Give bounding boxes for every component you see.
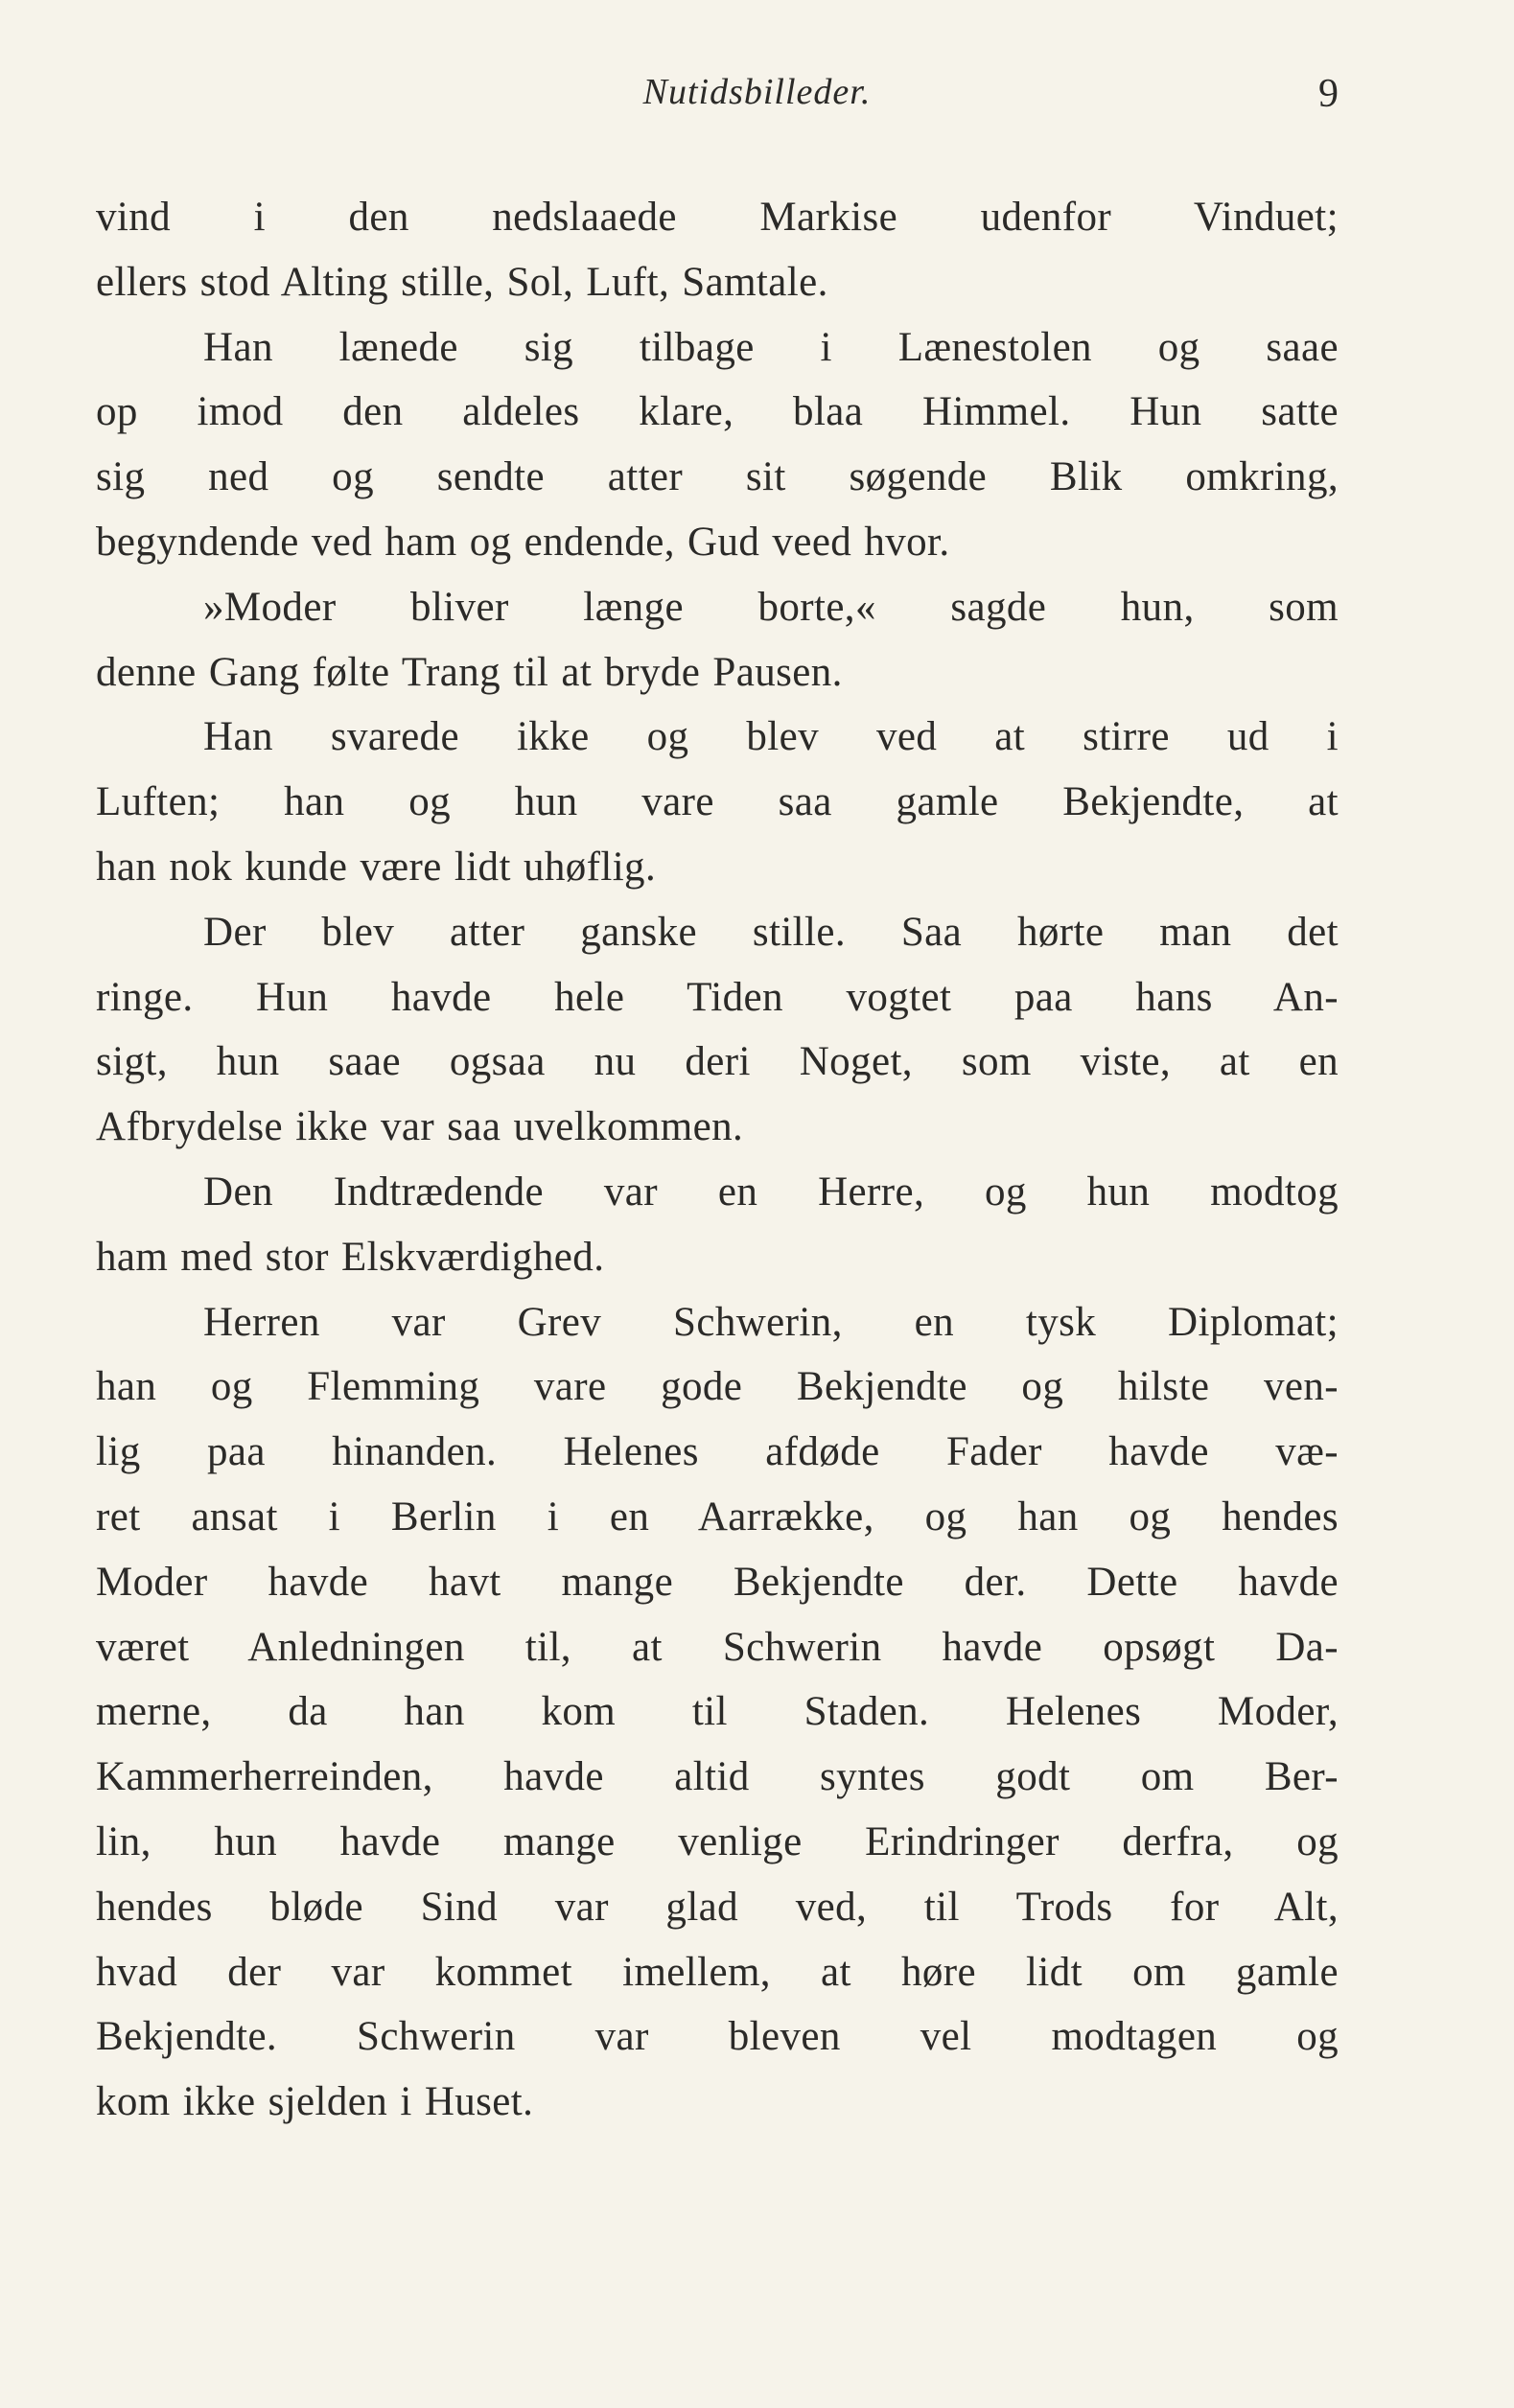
page-number: 9 (1318, 72, 1339, 116)
text-line: »Moder bliver længe borte,« sagde hun, som (203, 584, 1339, 630)
page-header (0, 71, 1514, 128)
text-line: ellers stod Alting stille, Sol, Luft, Samtale. (96, 259, 828, 305)
text-line: hendes bløde Sind var glad ved, til Trods for Alt, (96, 1884, 1339, 1930)
text-line: lig paa hinanden. Helenes afdøde Fader havde væ- (96, 1429, 1339, 1475)
text-line: Der blev atter ganske stille. Saa hørte man det (203, 909, 1339, 955)
text-line: Afbrydelse ikke var saa uvelkommen. (96, 1104, 744, 1150)
text-line: op imod den aldeles klare, blaa Himmel. Hun satte (96, 389, 1339, 435)
text-line: Han lænede sig tilbage i Lænestolen og saae (203, 324, 1339, 370)
text-line: vind i den nedslaaede Markise udenfor Vinduet; (96, 195, 1339, 240)
text-line: Den Indtrædende var en Herre, og hun modtog (203, 1169, 1339, 1215)
text-line: Luften; han og hun vare saa gamle Bekjendte, at (96, 779, 1339, 825)
text-line: Bekjendte. Schwerin var bleven vel modtagen og (96, 2014, 1339, 2060)
text-line: hvad der var kommet imellem, at høre lidt om gamle (96, 1949, 1339, 1995)
text-line: begyndende ved ham og endende, Gud veed hvor. (96, 519, 950, 565)
text-line: kom ikke sjelden i Huset. (96, 2079, 534, 2125)
text-line: lin, hun havde mange venlige Erindringer derfra, og (96, 1818, 1339, 1864)
text-line: sigt, hun saae ogsaa nu deri Noget, som viste, at en (96, 1039, 1339, 1085)
text-line: han nok kunde være lidt uhøflig. (96, 844, 657, 890)
text-line: han og Flemming vare gode Bekjendte og hilste ven- (96, 1364, 1339, 1410)
text-line: Herren var Grev Schwerin, en tysk Diplomat; (203, 1299, 1339, 1345)
text-line: ham med stor Elskværdighed. (96, 1234, 605, 1280)
text-line: Han svarede ikke og blev ved at stirre ud i (203, 714, 1339, 760)
text-line: været Anledningen til, at Schwerin havde opsøgt Da- (96, 1624, 1339, 1670)
text-line: ringe. Hun havde hele Tiden vogtet paa hans An- (96, 974, 1339, 1020)
text-line: Moder havde havt mange Bekjendte der. Dette havde (96, 1559, 1339, 1605)
text-line: Kammerherreinden, havde altid syntes godt om Ber- (96, 1754, 1339, 1800)
text-line: denne Gang følte Trang til at bryde Pausen. (96, 649, 843, 695)
text-line: merne, da han kom til Staden. Helenes Moder, (96, 1689, 1339, 1735)
body-text (96, 185, 1339, 2135)
running-title: Nutidsbilleder. (642, 72, 872, 112)
text-line: ret ansat i Berlin i en Aarrække, og han og hendes (96, 1493, 1339, 1540)
text-line: sig ned og sendte atter sit søgende Blik omkring, (96, 454, 1339, 500)
